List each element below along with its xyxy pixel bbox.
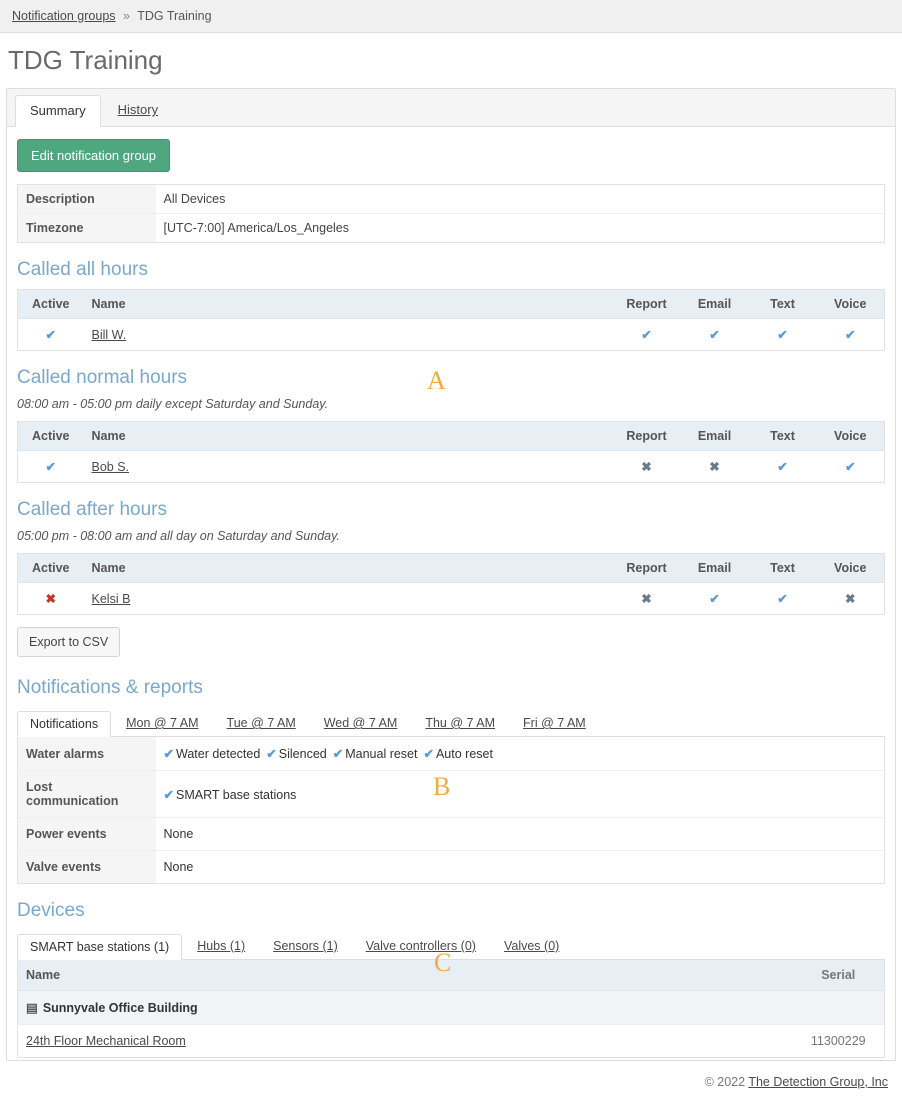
check-icon: ✔ (266, 747, 277, 761)
notif-value-valve-events: None (163, 860, 194, 874)
footer-company-link[interactable]: The Detection Group, Inc (748, 1075, 888, 1089)
table-row (18, 851, 885, 884)
section-title-devices: Devices (17, 900, 85, 921)
device-name-cell (18, 1025, 793, 1058)
table-header-row (18, 960, 885, 991)
active-cross-icon: ✖ (45, 592, 56, 606)
text-check-icon: ✔ (777, 592, 788, 606)
tab-mon-report[interactable]: Mon @ 7 AM (126, 716, 199, 730)
header-email: Email (681, 422, 749, 451)
person-link[interactable]: Bob S. (91, 459, 130, 474)
header-email: Email (681, 290, 749, 319)
table-row (18, 451, 885, 483)
footer (0, 1061, 902, 1101)
header-name: Name (84, 290, 613, 319)
footer-copyright: © 2022 (704, 1075, 746, 1089)
table-row (18, 185, 885, 214)
section-title-called-normal-hours: Called normal hours (17, 367, 188, 388)
header-device-name: Name (18, 960, 793, 991)
table-header-row (18, 422, 885, 451)
header-report: Report (613, 422, 681, 451)
table-row (18, 1025, 885, 1058)
header-text: Text (749, 290, 817, 319)
header-voice: Voice (817, 290, 885, 319)
info-key-description: Description (18, 185, 156, 214)
notif-option-label: Water detected (175, 747, 261, 761)
report-cross-icon: ✖ (641, 592, 652, 606)
annotation-a: A (427, 366, 446, 395)
table-row (18, 771, 885, 818)
main-tabs (7, 89, 895, 127)
active-check-icon: ✔ (45, 328, 56, 342)
header-device-serial: Serial (793, 960, 885, 991)
voice-check-icon: ✔ (845, 460, 856, 474)
header-name: Name (84, 554, 613, 583)
text-check-icon: ✔ (777, 328, 788, 342)
header-name: Name (84, 422, 613, 451)
table-header-row (18, 554, 885, 583)
notif-key-water-alarms: Water alarms (18, 737, 156, 771)
notif-option-label: Silenced (278, 747, 327, 761)
breadcrumb-separator: » (123, 9, 130, 23)
notif-value-water-alarms (156, 737, 885, 771)
called-after-hours-table (17, 553, 885, 615)
voice-cross-icon: ✖ (845, 592, 856, 606)
breadcrumb-link-notification-groups[interactable]: Notification groups (12, 9, 116, 23)
info-key-timezone: Timezone (18, 214, 156, 243)
tab-notifications[interactable]: Notifications (17, 711, 111, 737)
header-active: Active (18, 554, 84, 583)
breadcrumb-current: TDG Training (137, 9, 212, 23)
person-link[interactable]: Bill W. (91, 327, 127, 342)
notif-key-lost-communication: Lost communication (18, 771, 156, 818)
header-text: Text (749, 422, 817, 451)
header-report: Report (613, 290, 681, 319)
device-link[interactable]: 24th Floor Mechanical Room (26, 1034, 186, 1048)
email-check-icon: ✔ (709, 328, 720, 342)
section-title-called-after-hours: Called after hours (17, 499, 167, 520)
tab-valves[interactable]: Valves (0) (503, 939, 560, 953)
report-check-icon: ✔ (641, 328, 652, 342)
check-icon: ✔ (423, 747, 434, 761)
page-title: TDG Training (8, 45, 163, 75)
notif-option-label: Manual reset (345, 747, 418, 761)
header-text: Text (749, 554, 817, 583)
main-panel (6, 88, 896, 1061)
header-voice: Voice (817, 422, 885, 451)
group-info-table (17, 184, 885, 243)
tab-smart-base-stations[interactable]: SMART base stations (1) (17, 934, 182, 960)
table-row (18, 214, 885, 243)
notif-option (423, 747, 492, 761)
called-all-hours-table (17, 289, 885, 351)
table-row (18, 818, 885, 851)
tab-history[interactable]: History (117, 102, 159, 117)
edit-notification-group-button[interactable]: Edit notification group (17, 139, 170, 172)
tab-fri-report[interactable]: Fri @ 7 AM (523, 716, 586, 730)
notif-value-lost-communication (156, 771, 885, 818)
tab-summary[interactable]: Summary (15, 95, 101, 127)
called-normal-hours-schedule: 08:00 am - 05:00 pm daily except Saturday and Sunday. (17, 397, 329, 411)
table-row (18, 737, 885, 771)
active-check-icon: ✔ (45, 460, 56, 474)
devices-table (17, 960, 885, 1058)
device-group-serial (793, 991, 885, 1025)
annotation-c: C (434, 948, 452, 977)
called-normal-hours-table (17, 421, 885, 483)
tab-wed-report[interactable]: Wed @ 7 AM (323, 716, 398, 730)
table-row (18, 583, 885, 615)
notif-key-valve-events: Valve events (18, 851, 156, 884)
tab-sensors[interactable]: Sensors (1) (273, 939, 338, 953)
header-active: Active (18, 422, 84, 451)
notif-option (164, 788, 297, 802)
device-serial: 11300229 (810, 1034, 866, 1048)
annotation-b: B (433, 772, 451, 801)
header-report: Report (613, 554, 681, 583)
tab-thu-report[interactable]: Thu @ 7 AM (425, 716, 496, 730)
info-value-description: All Devices (156, 185, 885, 214)
person-link[interactable]: Kelsi B (91, 591, 131, 606)
notifications-table (17, 737, 885, 884)
table-header-row (18, 290, 885, 319)
device-group-name-cell (18, 991, 793, 1025)
notifications-tabs (17, 707, 885, 737)
notif-option-label: Auto reset (435, 747, 493, 761)
notif-option (266, 747, 326, 761)
notif-option-label: SMART base stations (175, 787, 297, 802)
info-value-timezone: [UTC-7:00] America/Los_Angeles (163, 221, 350, 235)
check-icon: ✔ (163, 787, 174, 802)
notif-option (333, 747, 418, 761)
section-title-called-all-hours: Called all hours (17, 259, 148, 280)
check-icon: ✔ (332, 747, 344, 761)
export-to-csv-button[interactable]: Export to CSV (17, 627, 120, 657)
called-after-hours-schedule: 05:00 pm - 08:00 am and all day on Saturday and Sunday. (17, 529, 340, 543)
email-cross-icon: ✖ (709, 460, 720, 474)
devices-tabs (17, 930, 885, 960)
notif-key-power-events: Power events (18, 818, 156, 851)
tab-tue-report[interactable]: Tue @ 7 AM (226, 716, 296, 730)
notif-option (164, 747, 261, 761)
table-row (18, 991, 885, 1025)
report-cross-icon: ✖ (641, 460, 652, 474)
header-active: Active (18, 290, 84, 319)
device-group-name: Sunnyvale Office Building (42, 1001, 198, 1015)
tab-valve-controllers[interactable]: Valve controllers (0) (365, 939, 476, 953)
breadcrumb (0, 0, 902, 33)
panel-body (7, 127, 895, 1060)
check-icon: ✔ (163, 747, 174, 761)
tab-hubs[interactable]: Hubs (1) (197, 939, 246, 953)
header-voice: Voice (817, 554, 885, 583)
header-email: Email (681, 554, 749, 583)
voice-check-icon: ✔ (845, 328, 856, 342)
notif-value-power-events: None (156, 818, 885, 851)
text-check-icon: ✔ (777, 460, 788, 474)
table-row (18, 319, 885, 351)
section-title-notifications-reports: Notifications & reports (17, 677, 203, 698)
building-icon: ▤ (26, 1001, 38, 1015)
email-check-icon: ✔ (709, 592, 720, 606)
